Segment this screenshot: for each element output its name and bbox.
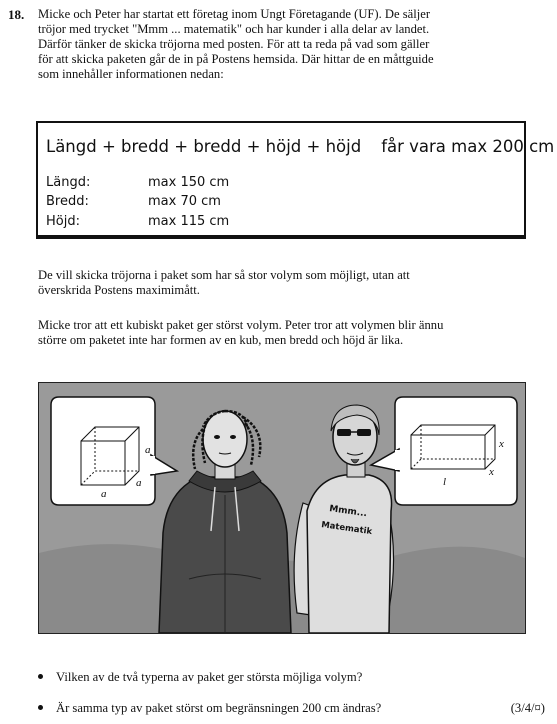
intro-line: Därför tänker de skicka tröjorna med posten. För att ta reda på vad som gäller (38, 37, 430, 51)
guide-row-label: Bredd: (46, 194, 89, 209)
paragraph-line: överskrida Postens maximimått. (38, 283, 200, 297)
intro-line: Micke och Peter har startat ett företag inom Ungt Företagande (UF). De säljer (38, 7, 431, 21)
guide-row-label: Höjd: (46, 214, 80, 229)
paragraph-line: De vill skicka tröjorna i paket som har så stor volym som möjligt, utan att (38, 268, 410, 282)
paragraph-line: större om paketet inte har formen av en kub, men bredd och höjd är lika. (38, 333, 404, 347)
box-label-length: l (443, 476, 447, 488)
comic-illustration (38, 382, 526, 634)
intro-line: tröjor med trycket "Mmm ... matematik" och har kunder i alla delar av landet. (38, 22, 430, 36)
guide-row-length (46, 175, 230, 190)
bullet-question-1 (38, 670, 362, 685)
bullet-text: Vilken av de två typerna av paket ger största möjliga volym? (56, 670, 363, 684)
cube-label-depth: a (136, 477, 142, 489)
shirt-print-line2: Matematik (320, 520, 373, 538)
guide-row-value: max 70 cm (148, 194, 221, 209)
points-marker: (3/4/¤) (510, 701, 545, 715)
cube-label-width: a (101, 488, 107, 500)
guide-row-value: max 115 cm (148, 214, 230, 229)
box-label-depth: x (489, 466, 494, 478)
paragraph-hypotheses (38, 318, 543, 348)
size-guide-header (46, 137, 554, 156)
guide-row-value: max 150 cm (148, 175, 230, 190)
guide-row-height (46, 214, 230, 229)
bullet-question-2 (38, 701, 381, 716)
size-formula: Längd + bredd + bredd + höjd + höjd (46, 137, 362, 156)
intro-paragraph (38, 7, 543, 82)
guide-row-width (46, 194, 221, 209)
bullet-text: Är samma typ av paket störst om begränsningen 200 cm ändras? (56, 701, 382, 715)
box-label-height: x (499, 438, 504, 450)
intro-line: som innehåller informationen nedan: (38, 67, 224, 81)
shirt-print-line1: Mmm... (328, 504, 368, 520)
size-limit: får vara max 200 cm (381, 137, 555, 156)
guide-row-label: Längd: (46, 175, 91, 190)
bullet-icon (38, 674, 43, 679)
intro-line: för att skicka paketen går de in på Postens hemsida. Där hittar de en måttguide (38, 52, 434, 66)
cube-label-height: a (145, 444, 151, 456)
question-number: 18. (8, 7, 25, 22)
paragraph-line: Micke tror att ett kubiskt paket ger störst volym. Peter tror att volymen blir ännu (38, 318, 444, 332)
paragraph-volume-goal (38, 268, 543, 298)
bullet-icon (38, 705, 43, 710)
comic-svg (39, 383, 525, 633)
size-guide-box (36, 121, 555, 237)
